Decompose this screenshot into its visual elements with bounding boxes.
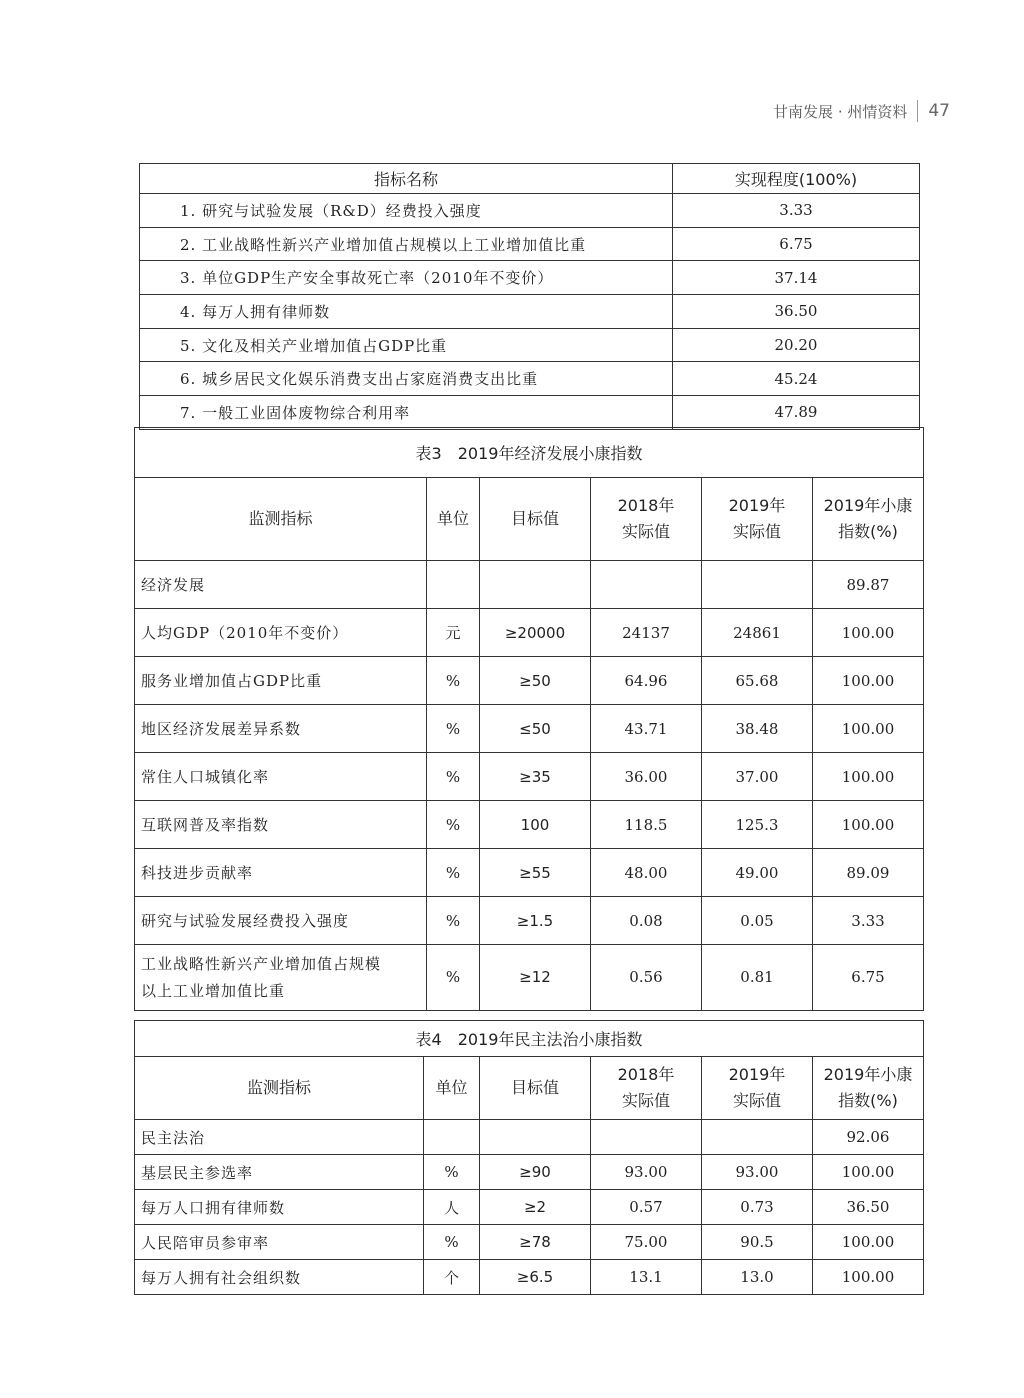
unit-cell: % xyxy=(427,849,480,897)
actual-2018-cell: 36.00 xyxy=(591,753,702,801)
table-row xyxy=(140,227,920,261)
completion-value: 47.89 xyxy=(673,396,920,430)
table-row xyxy=(135,1225,924,1260)
completion-value: 37.14 xyxy=(673,261,920,295)
index-cell: 92.06 xyxy=(813,1120,924,1155)
actual-2018-cell xyxy=(591,1120,702,1155)
header-indicator: 监测指标 xyxy=(135,478,427,561)
header-unit: 单位 xyxy=(424,1057,480,1120)
running-head xyxy=(773,100,950,122)
table-row xyxy=(135,801,924,849)
actual-2018-cell: 93.00 xyxy=(591,1155,702,1190)
index-cell: 36.50 xyxy=(813,1190,924,1225)
table-caption: 表3 2019年经济发展小康指数 xyxy=(135,428,924,478)
table-row xyxy=(135,1155,924,1190)
header-2018-actual: 2018年 实际值 xyxy=(591,478,702,561)
index-cell: 3.33 xyxy=(813,897,924,945)
indicator-cell: 基层民主参选率 xyxy=(135,1155,424,1190)
unit-cell: 人 xyxy=(424,1190,480,1225)
table-row xyxy=(135,897,924,945)
indicator-cell: 人均GDP（2010年不变价） xyxy=(135,609,427,657)
target-cell: ≥12 xyxy=(480,945,591,1011)
completion-value: 36.50 xyxy=(673,295,920,329)
header-2019-actual: 2019年 实际值 xyxy=(702,478,813,561)
target-cell: ≥50 xyxy=(480,657,591,705)
header-completion: 实现程度(100%) xyxy=(673,164,920,194)
target-cell: ≥6.5 xyxy=(480,1260,591,1295)
actual-2018-cell: 75.00 xyxy=(591,1225,702,1260)
table-row xyxy=(135,1190,924,1225)
target-cell: ≥35 xyxy=(480,753,591,801)
actual-2018-cell: 0.08 xyxy=(591,897,702,945)
unit-cell: 个 xyxy=(424,1260,480,1295)
index-cell: 100.00 xyxy=(813,1260,924,1295)
actual-2018-cell: 0.57 xyxy=(591,1190,702,1225)
actual-2018-cell: 0.56 xyxy=(591,945,702,1011)
table-row xyxy=(140,261,920,295)
actual-2019-cell: 49.00 xyxy=(702,849,813,897)
actual-2019-cell: 24861 xyxy=(702,609,813,657)
table-row xyxy=(135,561,924,609)
table-row xyxy=(135,609,924,657)
table-row xyxy=(135,705,924,753)
header-2019-index: 2019年小康 指数(%) xyxy=(813,1057,924,1120)
target-cell: ≥78 xyxy=(480,1225,591,1260)
table-header-row xyxy=(135,478,924,561)
indicator-cell: 工业战略性新兴产业增加值占规模 以上工业增加值比重 xyxy=(135,945,427,1011)
indicator-name: 3. 单位GDP生产安全事故死亡率（2010年不变价） xyxy=(140,261,673,295)
actual-2019-cell: 90.5 xyxy=(702,1225,813,1260)
completion-value: 3.33 xyxy=(673,194,920,228)
target-cell: ≥2 xyxy=(480,1190,591,1225)
actual-2019-cell xyxy=(702,561,813,609)
actual-2019-cell: 0.73 xyxy=(702,1190,813,1225)
header-target: 目标值 xyxy=(480,1057,591,1120)
table-header-row xyxy=(140,164,920,194)
unit-cell xyxy=(424,1120,480,1155)
unit-cell: % xyxy=(427,801,480,849)
completion-value: 20.20 xyxy=(673,328,920,362)
target-cell: ≥20000 xyxy=(480,609,591,657)
target-cell: ≥55 xyxy=(480,849,591,897)
completion-value: 45.24 xyxy=(673,362,920,396)
target-cell: ≤50 xyxy=(480,705,591,753)
unit-cell: % xyxy=(427,945,480,1011)
header-2019-index: 2019年小康 指数(%) xyxy=(813,478,924,561)
actual-2019-cell: 0.81 xyxy=(702,945,813,1011)
header-2019-actual: 2019年 实际值 xyxy=(702,1057,813,1120)
indicator-cell: 每万人拥有社会组织数 xyxy=(135,1260,424,1295)
unit-cell: % xyxy=(424,1155,480,1190)
table-row xyxy=(140,295,920,329)
header-unit: 单位 xyxy=(427,478,480,561)
indicator-cell: 服务业增加值占GDP比重 xyxy=(135,657,427,705)
header-indicator: 监测指标 xyxy=(135,1057,424,1120)
index-cell: 100.00 xyxy=(813,801,924,849)
completion-value: 6.75 xyxy=(673,227,920,261)
indicator-name: 2. 工业战略性新兴产业增加值占规模以上工业增加值比重 xyxy=(140,227,673,261)
running-head-divider xyxy=(917,100,918,122)
indicator-name: 6. 城乡居民文化娱乐消费支出占家庭消费支出比重 xyxy=(140,362,673,396)
unit-cell: % xyxy=(424,1225,480,1260)
indicator-name: 1. 研究与试验发展（R&D）经费投入强度 xyxy=(140,194,673,228)
democracy-rule-of-law-index-table xyxy=(134,1020,924,1295)
page-number: 47 xyxy=(928,101,950,121)
indicator-cell: 科技进步贡献率 xyxy=(135,849,427,897)
index-cell: 100.00 xyxy=(813,1155,924,1190)
table-row xyxy=(140,328,920,362)
index-cell: 89.87 xyxy=(813,561,924,609)
running-head-title: 甘南发展 · 州情资料 xyxy=(773,102,908,121)
actual-2018-cell: 118.5 xyxy=(591,801,702,849)
indicator-cell: 地区经济发展差异系数 xyxy=(135,705,427,753)
indicator-name: 5. 文化及相关产业增加值占GDP比重 xyxy=(140,328,673,362)
index-cell: 100.00 xyxy=(813,1225,924,1260)
target-cell: 100 xyxy=(480,801,591,849)
table-header-row xyxy=(135,1057,924,1120)
indicator-cell: 研究与试验发展经费投入强度 xyxy=(135,897,427,945)
actual-2019-cell: 93.00 xyxy=(702,1155,813,1190)
header-indicator-name: 指标名称 xyxy=(140,164,673,194)
actual-2019-cell: 65.68 xyxy=(702,657,813,705)
actual-2018-cell: 24137 xyxy=(591,609,702,657)
unit-cell: % xyxy=(427,705,480,753)
header-2018-actual: 2018年 实际值 xyxy=(591,1057,702,1120)
index-cell: 100.00 xyxy=(813,705,924,753)
table-row xyxy=(140,194,920,228)
actual-2018-cell: 43.71 xyxy=(591,705,702,753)
table-row xyxy=(135,657,924,705)
target-cell xyxy=(480,1120,591,1155)
indicator-cell: 民主法治 xyxy=(135,1120,424,1155)
target-cell xyxy=(480,561,591,609)
actual-2018-cell xyxy=(591,561,702,609)
actual-2018-cell: 64.96 xyxy=(591,657,702,705)
table-caption: 表4 2019年民主法治小康指数 xyxy=(135,1021,924,1057)
unit-cell xyxy=(427,561,480,609)
actual-2019-cell: 37.00 xyxy=(702,753,813,801)
index-cell: 6.75 xyxy=(813,945,924,1011)
actual-2018-cell: 48.00 xyxy=(591,849,702,897)
indicator-cell: 常住人口城镇化率 xyxy=(135,753,427,801)
table-row xyxy=(135,945,924,1011)
indicator-name: 7. 一般工业固体废物综合利用率 xyxy=(140,396,673,430)
target-cell: ≥90 xyxy=(480,1155,591,1190)
indicator-cell: 人民陪审员参审率 xyxy=(135,1225,424,1260)
index-cell: 100.00 xyxy=(813,609,924,657)
actual-2019-cell: 125.3 xyxy=(702,801,813,849)
table-row xyxy=(135,1120,924,1155)
target-cell: ≥1.5 xyxy=(480,897,591,945)
table-row xyxy=(135,1260,924,1295)
table-row xyxy=(140,362,920,396)
unit-cell: 元 xyxy=(427,609,480,657)
indicator-cell: 互联网普及率指数 xyxy=(135,801,427,849)
indicator-name: 4. 每万人拥有律师数 xyxy=(140,295,673,329)
actual-2019-cell: 13.0 xyxy=(702,1260,813,1295)
actual-2018-cell: 13.1 xyxy=(591,1260,702,1295)
table-row xyxy=(140,396,920,430)
actual-2019-cell xyxy=(702,1120,813,1155)
indicator-cell: 每万人口拥有律师数 xyxy=(135,1190,424,1225)
unit-cell: % xyxy=(427,657,480,705)
header-target: 目标值 xyxy=(480,478,591,561)
index-cell: 89.09 xyxy=(813,849,924,897)
actual-2019-cell: 0.05 xyxy=(702,897,813,945)
unit-cell: % xyxy=(427,897,480,945)
table-row xyxy=(135,753,924,801)
actual-2019-cell: 38.48 xyxy=(702,705,813,753)
index-cell: 100.00 xyxy=(813,753,924,801)
index-cell: 100.00 xyxy=(813,657,924,705)
unit-cell: % xyxy=(427,753,480,801)
economic-development-index-table xyxy=(134,427,924,1011)
indicator-completion-table xyxy=(139,163,920,430)
indicator-cell: 经济发展 xyxy=(135,561,427,609)
table-row xyxy=(135,849,924,897)
